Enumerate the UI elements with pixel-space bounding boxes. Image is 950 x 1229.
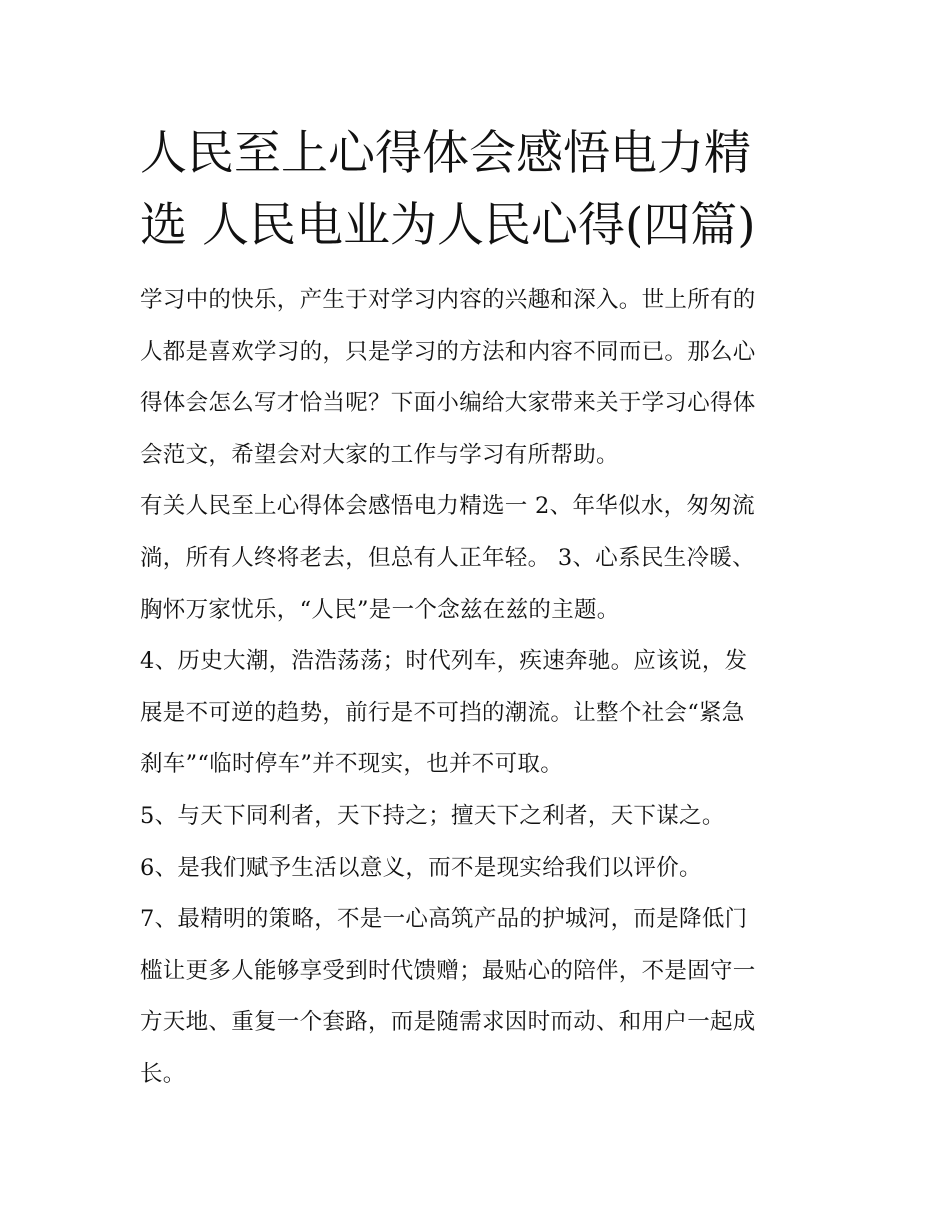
text-line: 学习中的快乐，产生于对学习内容的兴趣和深入。世上所有的 bbox=[140, 287, 756, 313]
text-line: 有关人民至上心得体会感悟电力精选一 2、年华似水，匆匆流 bbox=[140, 493, 755, 520]
title-line: 选 人民电业为人民心得(四篇) bbox=[140, 198, 756, 253]
text-line: 4、历史大潮，浩浩荡荡；时代列车，疾速奔驰。应该说，发 bbox=[140, 648, 748, 675]
paragraph-item-6 bbox=[140, 843, 820, 895]
text-line: 展是不可逆的趋势，前行是不可挡的潮流。让整个社会“紧急 bbox=[140, 699, 745, 726]
text-line: 淌，所有人终将老去，但总有人正年轻。 3、心系民生冷暖、 bbox=[140, 544, 755, 571]
paragraph-item-7 bbox=[140, 894, 820, 1100]
text-line: 长。 bbox=[140, 1060, 186, 1087]
text-line: 方天地、重复一个套路，而是随需求因时而动、和用户一起成 bbox=[140, 1009, 756, 1036]
document-title bbox=[140, 118, 820, 262]
text-line: 胸怀万家忧乐，“人民”是一个念兹在兹的主题。 bbox=[140, 596, 620, 623]
text-line: 槛让更多人能够享受到时代馈赠；最贴心的陪伴，不是固守一 bbox=[140, 957, 756, 984]
text-line: 人都是喜欢学习的，只是学习的方法和内容不同而已。那么心 bbox=[140, 338, 756, 365]
paragraph-item-4 bbox=[140, 636, 820, 791]
paragraph-item-2-3 bbox=[140, 481, 820, 636]
text-line: 5、与天下同利者，天下持之；擅天下之利者，天下谋之。 bbox=[140, 802, 725, 829]
text-line: 会范文，希望会对大家的工作与学习有所帮助。 bbox=[140, 441, 619, 468]
text-line: 刹车”“临时停车”并不现实，也并不可取。 bbox=[140, 751, 564, 778]
paragraph-item-5 bbox=[140, 791, 820, 843]
text-line: 6、是我们赋予生活以意义，而不是现实给我们以评价。 bbox=[140, 854, 702, 881]
text-line: 得体会怎么写才恰当呢？下面小编给大家带来关于学习心得体 bbox=[140, 390, 756, 417]
paragraph-intro bbox=[140, 275, 820, 481]
title-line: 人民至上心得体会感悟电力精 bbox=[140, 126, 751, 181]
document-body bbox=[140, 275, 820, 1101]
text-line: 7、最精明的策略，不是一心高筑产品的护城河，而是降低门 bbox=[140, 906, 748, 933]
